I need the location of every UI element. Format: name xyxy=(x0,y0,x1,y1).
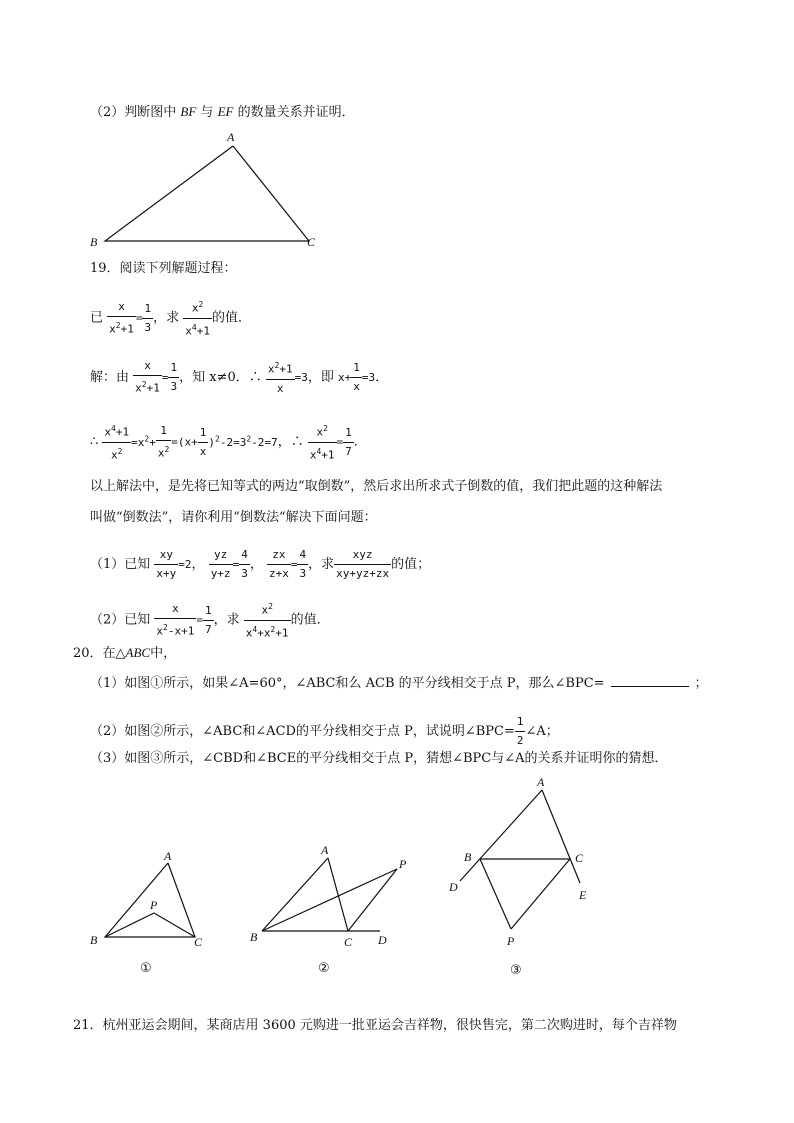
fig2-side-ac xyxy=(328,858,348,931)
fig3-label-a: A xyxy=(537,775,545,789)
q19-p2-mid: ，求 xyxy=(213,612,240,628)
figure-2 xyxy=(245,840,410,980)
fraction-x2-over-quartic: $\frac{x^2}{x^4+x^2+1}$ xyxy=(244,598,291,642)
q20-title-pre: 20．在△ xyxy=(73,646,126,661)
fraction-yz-over-yplusz: $\frac{yz}{y+z}$ xyxy=(210,548,231,580)
q19-sol-mid2: ，即 xyxy=(307,369,334,385)
q20-p1-text: （1）如图①所示，如果∠A=60°，∠ABC和么 ACB 的平分线相交于点 P，那么∠BPC= xyxy=(90,676,605,691)
q20-p2-pre: （2）如图②所示，∠ABC和∠ACD的平分线相交于点 P，试说明∠BPC= xyxy=(90,724,515,739)
fig2-label-p: P xyxy=(399,857,407,871)
fig3-line-ad xyxy=(460,790,542,881)
figure-1 xyxy=(85,845,215,980)
triangle-name: ABC xyxy=(125,645,151,660)
fraction-x-over-x2plus1: $\frac{x}{x^2+1}$ xyxy=(109,299,134,336)
q21-text: 21．杭州亚运会期间，某商店用 3600 元购进一批亚运会吉祥物，很快售完，第二次购进时，每个吉祥物 xyxy=(73,1018,677,1033)
fig1-caption: ① xyxy=(140,961,152,976)
fig3-label-b: B xyxy=(464,850,472,864)
triangle-abc xyxy=(105,146,309,241)
vertex-label-b: B xyxy=(90,235,98,249)
segment-bf: BF xyxy=(180,104,197,119)
fig3-label-c: C xyxy=(575,851,584,865)
vertex-label-c: C xyxy=(307,235,316,249)
fraction-one-half: $\frac{1}{2}$ xyxy=(516,715,524,747)
fig2-caption: ② xyxy=(318,961,330,976)
therefore-symbol-2: ，∴ xyxy=(277,434,304,450)
q20-title xyxy=(73,644,176,663)
q20-title-post: 中， xyxy=(150,646,177,661)
fig2-label-b: B xyxy=(250,930,258,944)
fig3-bisector-bp xyxy=(480,859,511,929)
segment-ef: EF xyxy=(217,104,234,119)
fraction-one-seventh: $\frac{1}{7}$ xyxy=(345,425,352,458)
fraction-x2-over-x4plus1: $\frac{x^2}{x^4+1}$ xyxy=(183,296,212,340)
q18-part2 xyxy=(90,103,355,122)
fig2-label-a: A xyxy=(321,843,329,857)
q19-sol-mid1: ，知 x≠0．∴ xyxy=(179,369,262,385)
fig3-label-e: E xyxy=(579,888,587,902)
q18-text-pre: （2）判断图中 xyxy=(90,105,181,120)
fraction-x-over-quadratic: $\frac{x}{x^2-x+1}$ xyxy=(156,601,195,638)
fraction-x2-over-x4plus1: $\frac{x^2}{x^4+1}$ xyxy=(308,420,337,464)
fig3-caption: ③ xyxy=(510,963,522,978)
q19-given-post: 的值． xyxy=(211,310,251,326)
q19-p2-post: 的值． xyxy=(290,612,330,628)
fraction-x2plus1-over-x: $\frac{x^2+1}{x}$ xyxy=(266,357,295,398)
q19-given-pre: 已 xyxy=(90,310,104,326)
fraction-x4plus1-over-x2: $\frac{x^4+1}{x^2}$ xyxy=(102,420,131,464)
fraction-x-over-x2plus1: $\frac{x}{x^2+1}$ xyxy=(135,359,160,395)
q18-triangle-figure xyxy=(85,128,325,253)
fraction-one-third: $\frac{1}{3}$ xyxy=(170,360,178,393)
q18-text-mid: 与 xyxy=(196,105,218,120)
q20-part1 xyxy=(90,675,708,693)
fig3-label-p: P xyxy=(507,934,515,948)
fig1-label-p: P xyxy=(150,898,158,912)
q19-given-mid: ，求 xyxy=(153,310,180,326)
q19-p1-pre: （1）已知 xyxy=(90,557,151,572)
q19-part1: （1）已知 $\frac{xy}{x+y}$ =2， $\frac{yz}{y+z}$ = $\frac{4}{3}$ ， $\frac{zx}{z+x}$ = $\frac{4}{3}$ ，求 $\frac{\text{xyz}}{xy+yz+zx}$ 的值； xyxy=(90,546,430,583)
therefore-symbol: ∴ xyxy=(90,434,99,450)
fraction-one-third: $\frac{1}{3}$ xyxy=(144,301,152,334)
q19-sol-pre: 解：由 xyxy=(90,369,130,385)
fraction-one-over-x: $\frac{1}{x}$ xyxy=(199,425,207,458)
fraction-one-seventh-2: $\frac{1}{7}$ xyxy=(205,603,212,636)
fig3-label-d: D xyxy=(449,880,458,894)
fraction-one-over-x2: $\frac{1}{x^2}$ xyxy=(157,423,170,460)
fig2-bisector-cp xyxy=(348,869,397,931)
q19-part2: （2）已知 $\frac{x}{x^2-x+1}$ = $\frac{1}{7}$ ，求 $\frac{x^2}{x^4+x^2+1}$ 的值． xyxy=(90,598,330,642)
q19-p2-pre: （2）已知 xyxy=(90,612,151,628)
q20-p1-end: ； xyxy=(694,676,708,691)
fraction-one-over-x: $\frac{1}{x}$ xyxy=(353,360,360,393)
fig1-bisectors xyxy=(105,913,195,937)
q20-p2-post: ∠A； xyxy=(525,724,559,739)
fraction-xy-over-xplusy: $\frac{xy}{x+y}$ xyxy=(156,548,177,580)
q19-given: 已 $\frac{x}{x^2+1}$ = $\frac{1}{3}$ ，求 $\frac{x^2}{x^4+1}$ 的值． xyxy=(90,296,251,340)
fig2-side-ab xyxy=(262,858,328,931)
fig2-label-d: D xyxy=(378,933,387,947)
fig1-label-b: B xyxy=(90,933,98,947)
figure-3 xyxy=(440,770,605,980)
fig1-label-c: C xyxy=(194,935,203,949)
q19-title: 19．阅读下列解题过程： xyxy=(90,261,237,276)
q19-p1-post: 的值； xyxy=(391,557,431,572)
q19-solution-line2: ∴ $\frac{x^4+1}{x^2}$ $=x^2+$ $\frac{1}{x^2}$ =(x+ $\frac{1}{x}$ )$^2-2=3^2-2=7$，∴ $\frac{x^2}{x^4+1}$ = $\frac{1}{7}$ ． xyxy=(90,420,367,464)
fig2-label-c: C xyxy=(344,935,353,949)
fig2-bisector-bp xyxy=(262,869,397,931)
q19-explain-line2: 叫做“倒数法”，请你利用“倒数法“解决下面问题： xyxy=(90,510,377,525)
answer-blank xyxy=(611,686,689,687)
q20-part2 xyxy=(90,713,559,750)
fraction-xyz-over-sum: $\frac{\text{xyz}}{xy+yz+zx}$ xyxy=(336,548,390,580)
q19-explain-line1: 以上解法中，是先将已知等式的两边“取倒数”，然后求出所求式子倒数的值，我们把此题的这种解法 xyxy=(90,479,663,494)
fig1-label-a: A xyxy=(164,849,172,863)
vertex-label-a: A xyxy=(227,130,235,144)
q19-solution-line1: 解：由 $\frac{x}{x^2+1}$ = $\frac{1}{3}$ ，知 x≠0．∴ $\frac{x^2+1}{x}$ =3，即 x+ $\frac{1}{x}$ =3． xyxy=(90,357,388,398)
fraction-four-thirds-2: $\frac{4}{3}$ xyxy=(299,548,307,580)
fraction-zx-over-zplusx: $\frac{zx}{z+x}$ xyxy=(268,548,289,580)
fig3-bisector-cp xyxy=(511,859,570,929)
q20-part3: （3）如图③所示，∠CBD和∠BCE的平分线相交于点 P，猜想∠BPC与∠A的关系并证明你的猜想． xyxy=(90,751,668,766)
fraction-four-thirds: $\frac{4}{3}$ xyxy=(241,548,248,580)
q18-text-post: 的数量关系并证明． xyxy=(233,105,355,120)
